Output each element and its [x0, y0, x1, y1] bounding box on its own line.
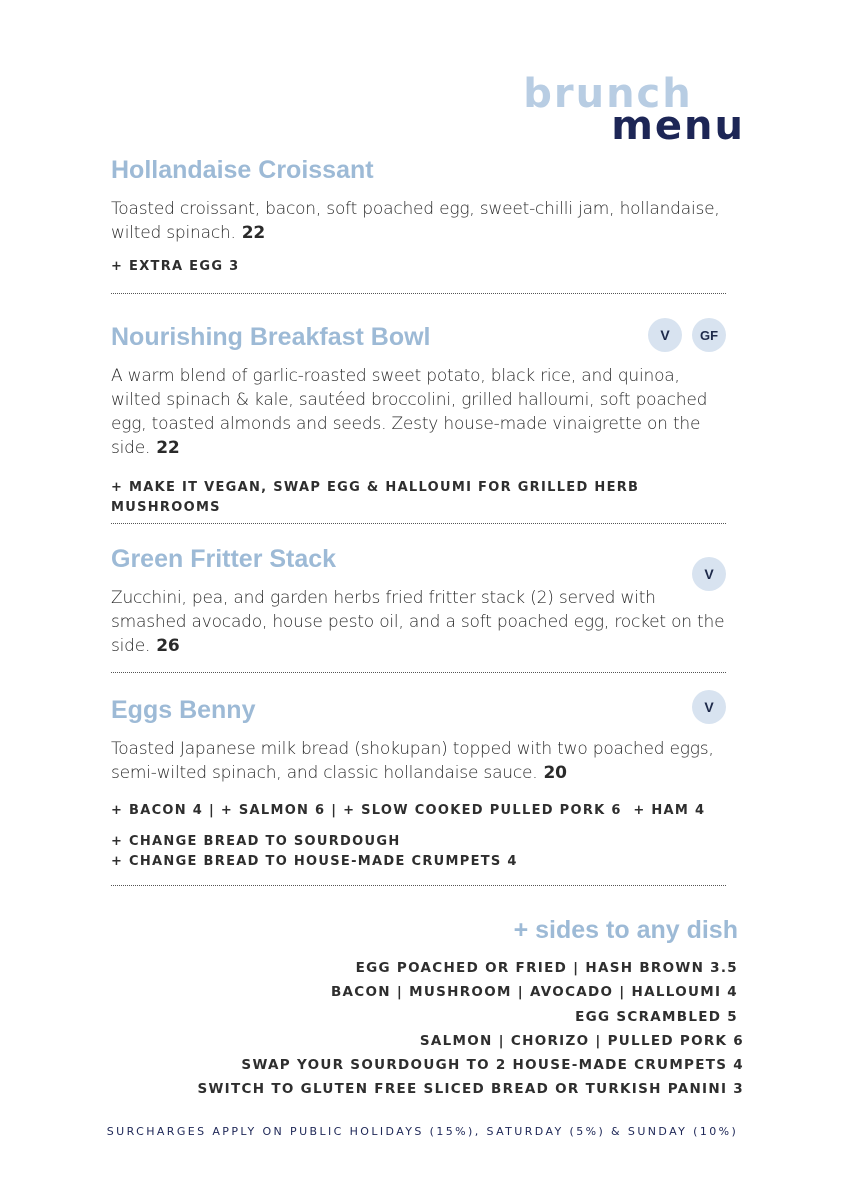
sides-section	[197, 912, 742, 1102]
dish-title: Eggs Benny	[111, 696, 256, 724]
sides-title: + sides to any dish	[513, 916, 738, 944]
dish-description: Zucchini, pea, and garden herbs fried fritter stack (2) served with smashed avocado, house pesto oil, and a soft poached egg, rocket on the side. 26	[111, 588, 725, 656]
side-item: SWITCH TO GLUTEN FREE SLICED BREAD OR TURKISH PANINI 3	[197, 1081, 744, 1098]
side-item: BACON | MUSHROOM | AVOCADO | HALLOUMI 4	[330, 984, 738, 1001]
dish-description: A warm blend of garlic-roasted sweet potato, black rice, and quinoa, wilted spinach & kale, sautéed broccolini, grilled halloumi, soft poached egg, toasted almonds and seeds. Zesty house-made vinaigrette on the side. 22	[111, 366, 708, 458]
dish-title: Hollandaise Croissant	[111, 156, 374, 184]
header-menu: menu	[611, 103, 745, 149]
vegetarian-badge: V	[692, 690, 726, 724]
addon-line: + EXTRA EGG 3	[111, 259, 240, 274]
surcharge-note: SURCHARGES APPLY ON PUBLIC HOLIDAYS (15%), SATURDAY (5%) & SUNDAY (10%)	[106, 1125, 739, 1138]
dish-description: Toasted croissant, bacon, soft poached egg, sweet-chilli jam, hollandaise, wilted spinach. 22	[111, 199, 720, 243]
divider	[111, 293, 726, 294]
side-item: EGG POACHED OR FRIED | HASH BROWN 3.5	[355, 960, 738, 976]
dish-title: Green Fritter Stack	[111, 545, 337, 573]
side-item: SWAP YOUR SOURDOUGH TO 2 HOUSE-MADE CRUMPETS 4	[241, 1057, 744, 1074]
menu-header	[523, 71, 745, 149]
dish-description: Toasted Japanese milk bread (shokupan) topped with two poached eggs, semi-wilted spinach, and classic hollandaise sauce. 20	[111, 739, 714, 783]
vegetarian-badge: V	[692, 557, 726, 591]
dish-green-fritter-stack	[111, 544, 726, 658]
dish-price: 20	[543, 763, 567, 783]
addon-line: + CHANGE BREAD TO HOUSE-MADE CRUMPETS 4	[111, 854, 518, 869]
dish-price: 22	[241, 223, 266, 243]
dish-price: 26	[156, 636, 180, 656]
side-item: SALMON | CHORIZO | PULLED PORK 6	[419, 1032, 744, 1049]
sides-list	[197, 956, 742, 1102]
vegetarian-badge: V	[648, 318, 682, 352]
dish-nourishing-breakfast-bowl	[111, 322, 726, 518]
dish-hollandaise-croissant	[111, 155, 726, 277]
divider	[111, 885, 726, 886]
addon-line: + CHANGE BREAD TO SOURDOUGH	[111, 834, 401, 849]
dish-price: 22	[156, 438, 180, 458]
divider	[111, 672, 726, 673]
addon-line: + MAKE IT VEGAN, SWAP EGG & HALLOUMI FOR GRILLED HERB MUSHROOMS	[111, 480, 640, 515]
side-item: EGG SCRAMBLED 5	[575, 1008, 738, 1025]
header-brunch: brunch	[523, 71, 693, 117]
gluten-free-badge: GF	[692, 318, 726, 352]
dish-title: Nourishing Breakfast Bowl	[111, 323, 431, 351]
divider	[111, 523, 726, 524]
addon-line: + BACON 4 | + SALMON 6 | + SLOW COOKED PULLED PORK 6 + HAM 4	[111, 803, 706, 818]
dish-eggs-benny	[111, 695, 726, 872]
